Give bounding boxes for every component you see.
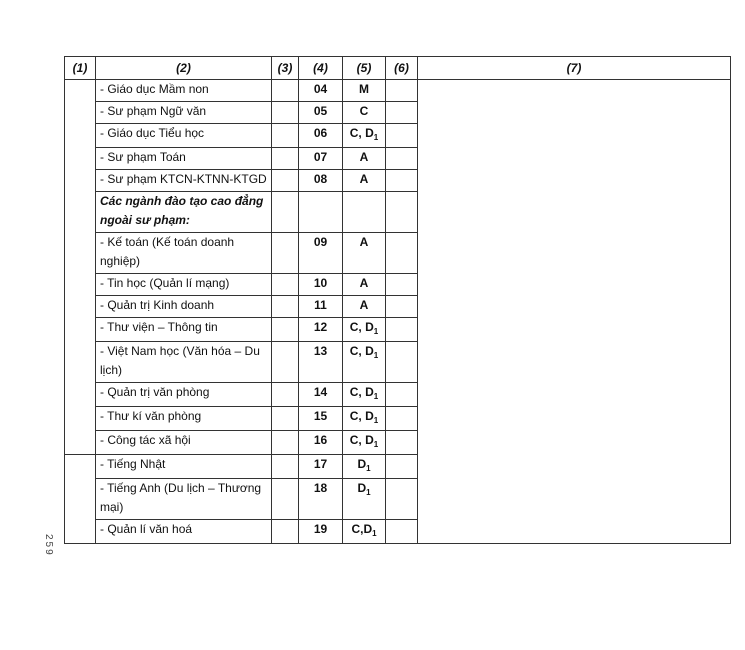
empty-cell [386, 407, 418, 431]
empty-cell [272, 407, 299, 431]
empty-cell [272, 102, 299, 124]
exam-block-letters: A [359, 235, 369, 249]
col-header-7: (7) [418, 57, 731, 80]
empty-cell [272, 318, 299, 342]
program-name: - Tin học (Quản lí mạng) [96, 274, 272, 296]
program-code: 10 [299, 274, 343, 296]
exam-block-letters: A [359, 298, 369, 312]
empty-cell [386, 296, 418, 318]
program-code: 15 [299, 407, 343, 431]
program-code: 05 [299, 102, 343, 124]
exam-block-letters: C, D [349, 409, 374, 423]
program-name: - Quản lí văn hoá [96, 520, 272, 544]
empty-cell [272, 274, 299, 296]
exam-block-subscript: 1 [373, 351, 379, 360]
program-code: 07 [299, 148, 343, 170]
empty-cell [272, 192, 299, 233]
empty-cell [272, 383, 299, 407]
col1-group-b [65, 455, 96, 544]
exam-block [343, 170, 386, 192]
exam-block-letters: C,D [351, 522, 373, 536]
program-code: 11 [299, 296, 343, 318]
exam-block-letters: A [359, 172, 369, 186]
program-code: 04 [299, 80, 343, 102]
exam-block-letters: D [357, 457, 367, 471]
exam-block [343, 520, 386, 544]
program-code: 19 [299, 520, 343, 544]
col-header-1: (1) [65, 57, 96, 80]
col-header-5: (5) [343, 57, 386, 80]
col-header-3: (3) [272, 57, 299, 80]
empty-cell [386, 479, 418, 520]
program-name: - Việt Nam học (Văn hóa – Du lịch) [96, 342, 272, 383]
exam-block [343, 479, 386, 520]
exam-block-subscript: 1 [366, 488, 371, 497]
col-header-4: (4) [299, 57, 343, 80]
program-name: - Thư viện – Thông tin [96, 318, 272, 342]
empty-cell [386, 148, 418, 170]
empty-cell [386, 455, 418, 479]
empty-cell [386, 80, 418, 102]
exam-block-subscript: 1 [373, 327, 379, 336]
exam-block [343, 296, 386, 318]
exam-block-letters: C [359, 104, 369, 118]
exam-block-letters: C, D [349, 385, 374, 399]
empty-cell [272, 296, 299, 318]
empty-cell [386, 431, 418, 455]
exam-block [343, 102, 386, 124]
exam-block-letters: C, D [349, 433, 374, 447]
exam-block-subscript: 1 [373, 133, 379, 142]
exam-block-letters: D [357, 481, 367, 495]
col-header-2: (2) [96, 57, 272, 80]
exam-block-letters: C, D [349, 126, 374, 140]
program-code: 12 [299, 318, 343, 342]
empty-cell [386, 102, 418, 124]
program-name: - Thư kí văn phòng [96, 407, 272, 431]
empty-cell [272, 342, 299, 383]
program-name: - Sư phạm Ngữ văn [96, 102, 272, 124]
program-name: - Kế toán (Kế toán doanh nghiệp) [96, 233, 272, 274]
program-name: - Giáo dục Mầm non [96, 80, 272, 102]
exam-block-letters: M [359, 82, 369, 96]
exam-block [343, 80, 386, 102]
exam-block-subscript: 1 [373, 416, 379, 425]
exam-block [343, 407, 386, 431]
exam-block [343, 383, 386, 407]
empty-cell [272, 520, 299, 544]
exam-block [343, 455, 386, 479]
header-row [65, 57, 731, 80]
program-code: 18 [299, 479, 343, 520]
empty-cell [272, 148, 299, 170]
program-name: - Sư phạm Toán [96, 148, 272, 170]
program-code: 17 [299, 455, 343, 479]
program-name: - Công tác xã hội [96, 431, 272, 455]
program-code: 06 [299, 124, 343, 148]
exam-block-letters: A [359, 276, 369, 290]
program-name: - Quản trị văn phòng [96, 383, 272, 407]
page-number: 259 [43, 534, 54, 557]
empty-cell [299, 192, 343, 233]
exam-block-letters: C, D [349, 344, 374, 358]
exam-block [343, 124, 386, 148]
exam-block [343, 233, 386, 274]
empty-cell [386, 274, 418, 296]
empty-cell [272, 233, 299, 274]
empty-cell [272, 431, 299, 455]
section-heading: Các ngành đào tạo cao đẳng ngoài sư phạm: [96, 192, 272, 233]
exam-block [343, 148, 386, 170]
empty-cell [272, 170, 299, 192]
program-code: 13 [299, 342, 343, 383]
exam-block-letters: A [359, 150, 369, 164]
empty-cell [272, 80, 299, 102]
exam-block-subscript: 1 [373, 392, 379, 401]
empty-cell [386, 233, 418, 274]
col-header-6: (6) [386, 57, 418, 80]
empty-cell [386, 170, 418, 192]
program-name: - Quản trị Kinh doanh [96, 296, 272, 318]
empty-cell [272, 479, 299, 520]
exam-block [343, 274, 386, 296]
program-code: 14 [299, 383, 343, 407]
exam-block [343, 431, 386, 455]
empty-cell [386, 342, 418, 383]
exam-block-subscript: 1 [366, 464, 371, 473]
exam-block [343, 318, 386, 342]
exam-block-subscript: 1 [372, 529, 377, 538]
col1-group-a [65, 80, 96, 455]
admissions-table [64, 56, 731, 544]
program-code: 16 [299, 431, 343, 455]
exam-block [343, 342, 386, 383]
exam-block-subscript: 1 [373, 440, 379, 449]
empty-cell [386, 124, 418, 148]
program-name: - Sư phạm KTCN-KTNN-KTGD [96, 170, 272, 192]
empty-cell [272, 124, 299, 148]
empty-cell [386, 318, 418, 342]
table-row [65, 80, 731, 102]
empty-cell [272, 455, 299, 479]
empty-cell [343, 192, 386, 233]
exam-block-letters: C, D [349, 320, 374, 334]
program-name: - Giáo dục Tiểu học [96, 124, 272, 148]
program-code: 09 [299, 233, 343, 274]
empty-cell [386, 383, 418, 407]
program-name: - Tiếng Anh (Du lịch – Thương mại) [96, 479, 272, 520]
program-code: 08 [299, 170, 343, 192]
empty-cell [386, 192, 418, 233]
empty-cell [386, 520, 418, 544]
notes-column [418, 80, 731, 544]
program-name: - Tiếng Nhật [96, 455, 272, 479]
